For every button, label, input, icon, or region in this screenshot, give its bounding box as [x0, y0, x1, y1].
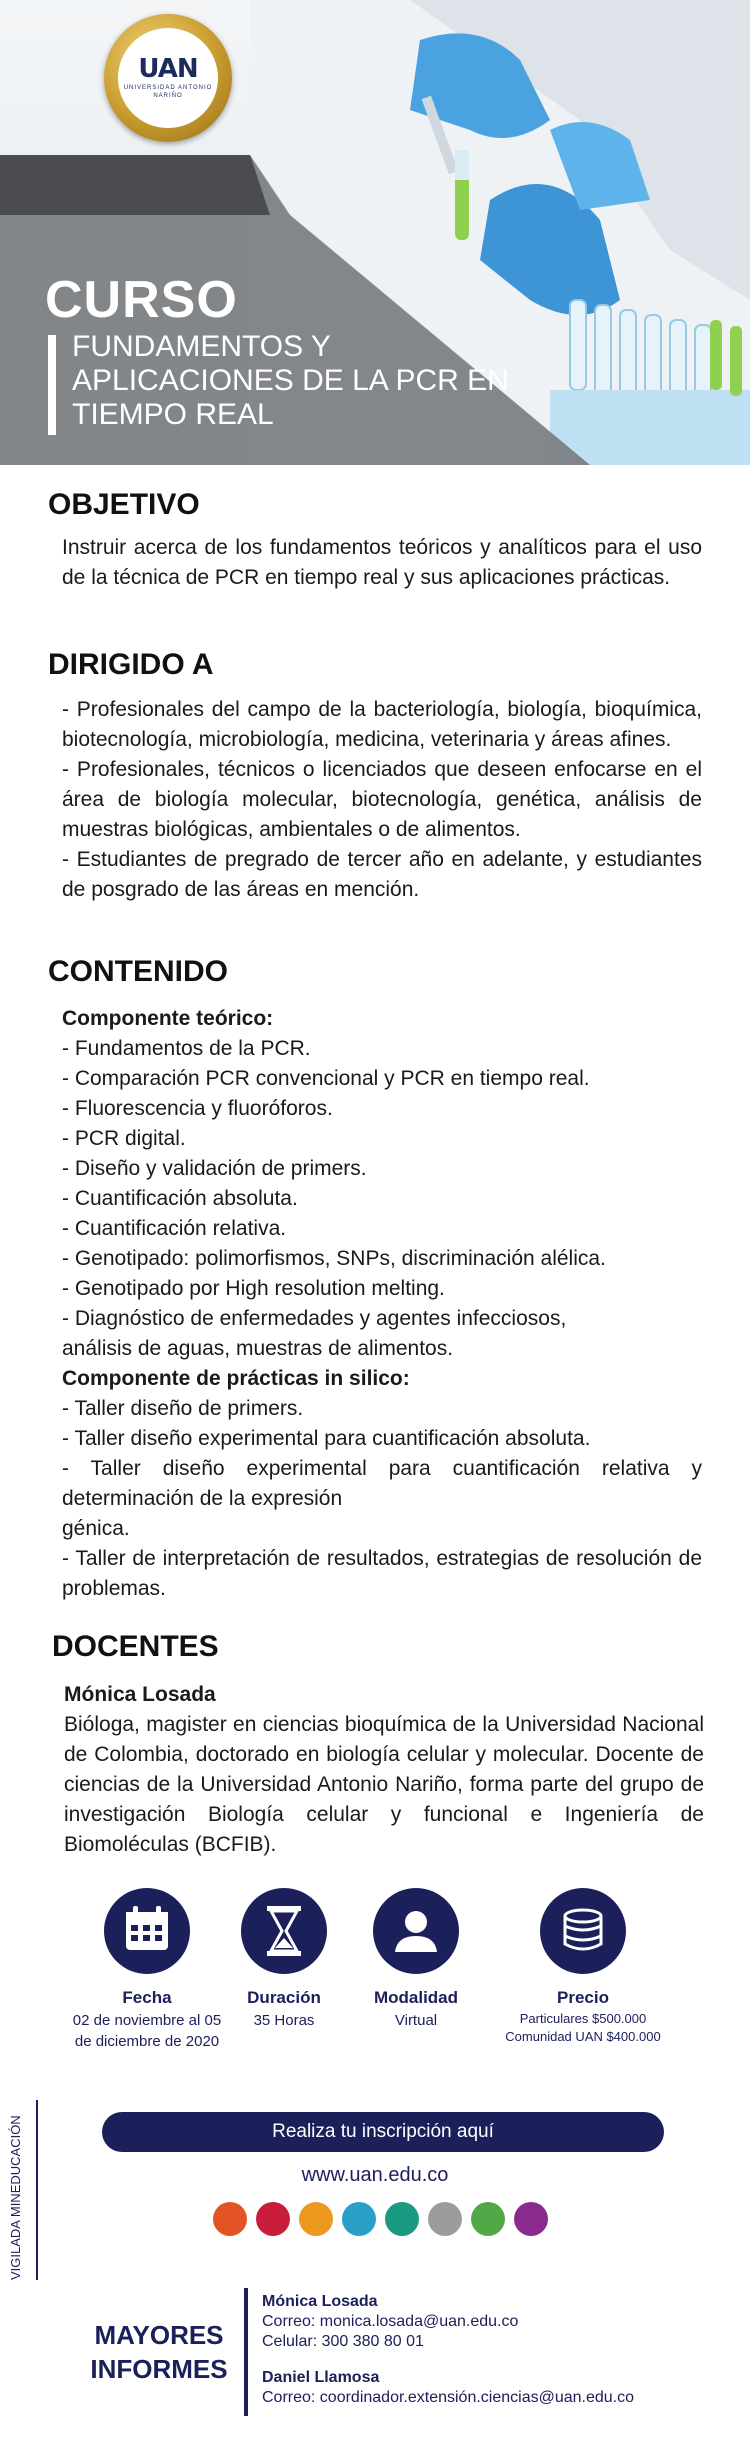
coins-icon [540, 1888, 626, 1974]
hourglass-icon [241, 1888, 327, 1974]
contenido-list [62, 1004, 702, 1604]
practicas-heading: Componente de prácticas in silico: [62, 1367, 410, 1390]
teorico-item: - Fundamentos de la PCR. [62, 1037, 311, 1060]
teorico-item: - Diagnóstico de enfermedades y agentes infecciosos, [62, 1307, 567, 1330]
color-dot [342, 2202, 376, 2236]
docentes-block [64, 1680, 704, 1860]
hero-banner [0, 0, 750, 465]
dirigido-section [48, 648, 214, 682]
contact-1 [262, 2292, 742, 2352]
practicas-item: génica. [62, 1517, 130, 1540]
teorico-item: - Genotipado: polimorfismos, SNPs, discriminación alélica. [62, 1247, 606, 1270]
teorico-item: - Fluorescencia y fluoróforos. [62, 1097, 333, 1120]
modalidad-value: Virtual [394, 2012, 438, 2029]
contact-1-phone[interactable]: Celular: 300 380 80 01 [262, 2333, 424, 2350]
contact-2-email[interactable]: Correo: coordinador.extensión.ciencias@uan.edu.co [262, 2389, 635, 2406]
fecha-value: 02 de noviembre al 05 de diciembre de 2020 [72, 2012, 222, 2050]
contact-1-email[interactable]: Correo: monica.losada@uan.edu.co [262, 2313, 519, 2330]
dirigido-item: - Estudiantes de pregrado de tercer año en adelante, y estudiantes de posgrado de las áreas en mención. [62, 848, 702, 901]
practicas-item: - Taller diseño de primers. [62, 1397, 304, 1420]
dirigido-item: - Profesionales del campo de la bacteriología, biología, bioquímica, biotecnología, microbiología, medicina, veterinaria y áreas afines. [62, 698, 702, 751]
objetivo-heading: OBJETIVO [48, 488, 200, 521]
teorico-item: - Cuantificación absoluta. [62, 1187, 298, 1210]
course-label: CURSO [45, 271, 238, 329]
color-dot [428, 2202, 462, 2236]
objetivo-text: Instruir acerca de los fundamentos teóricos y analíticos para el uso de la técnica de PCR en tiempo real y sus aplicaciones prácticas. [62, 536, 702, 589]
color-dot [213, 2202, 247, 2236]
vigilada-mineducacion: VIGILADA MINEDUCACIÓN [8, 2115, 23, 2280]
logo-inner [118, 28, 218, 128]
color-dot [471, 2202, 505, 2236]
dirigido-list [62, 695, 702, 905]
practicas-item: - Taller de interpretación de resultados, estrategias de resolución de problemas. [62, 1547, 702, 1600]
docentes-heading: DOCENTES [52, 1630, 219, 1663]
docentes-section [52, 1630, 219, 1664]
color-dot [514, 2202, 548, 2236]
register-button[interactable]: Realiza tu inscripción aquí [102, 2112, 664, 2152]
mayores-informes-heading: MAYORES INFORMES [90, 2320, 228, 2384]
calendar-icon-circle [104, 1888, 190, 1974]
logo-text: UAN [138, 54, 198, 84]
contact-1-name: Mónica Losada [262, 2293, 378, 2310]
precio-comunidad: Comunidad UAN $400.000 [505, 2029, 661, 2044]
teorico-item: - Comparación PCR convencional y PCR en tiempo real. [62, 1067, 590, 1090]
duracion-label: Duración [247, 1988, 321, 2007]
user-icon [373, 1888, 459, 1974]
teorico-item: - Genotipado por High resolution melting. [62, 1277, 445, 1300]
calendar-icon [104, 1888, 190, 1974]
hourglass-icon-circle [241, 1888, 327, 1974]
teorico-item: - Cuantificación relativa. [62, 1217, 287, 1240]
color-dot [385, 2202, 419, 2236]
contenido-section [48, 955, 228, 989]
website-link[interactable]: www.uan.edu.co [301, 2164, 449, 2186]
teorico-item: análisis de aguas, muestras de alimentos. [62, 1337, 454, 1360]
title-accent-bar [48, 335, 56, 435]
course-title: FUNDAMENTOS Y APLICACIONES DE LA PCR EN TIEMPO REAL [72, 330, 509, 431]
duracion-value: 35 Horas [253, 2012, 315, 2029]
precio-label: Precio [557, 1988, 609, 2007]
contact-divider [244, 2288, 248, 2416]
uan-logo[interactable] [104, 14, 232, 142]
teorico-item: - PCR digital. [62, 1127, 186, 1150]
dirigido-item: - Profesionales, técnicos o licenciados que deseen enfocarse en el área de biología molecular, biotecnología, genética, análisis de muestras biológicas, ambientales o de alimentos. [62, 758, 702, 841]
color-dot [256, 2202, 290, 2236]
precio-particulares: Particulares $500.000 [519, 2011, 647, 2026]
objetivo-section [48, 488, 200, 522]
logo-subtext: UNIVERSIDAD ANTONIO NARIÑO [123, 85, 213, 99]
color-dot [299, 2202, 333, 2236]
objetivo-text-block [62, 533, 702, 593]
vigilada-divider [36, 2100, 38, 2280]
contact-2-name: Daniel Llamosa [262, 2369, 380, 2386]
user-icon-circle [373, 1888, 459, 1974]
docente-name: Mónica Losada [64, 1683, 216, 1706]
contact-2 [262, 2368, 742, 2408]
coins-icon-circle [540, 1888, 626, 1974]
modalidad-label: Modalidad [373, 1988, 459, 2007]
fecha-label: Fecha [122, 1988, 172, 2007]
practicas-item: - Taller diseño experimental para cuantificación absoluta. [62, 1427, 591, 1450]
teorico-heading: Componente teórico: [62, 1007, 274, 1030]
dirigido-heading: DIRIGIDO A [48, 648, 214, 681]
docente-bio: Bióloga, magister en ciencias bioquímica de la Universidad Nacional de Colombia, doctorado en biología celular y molecular. Docente de ciencias de la Universidad Antonio Nariño, forma parte del grupo de investigación Biología celular y funcional e Ingeniería de Biomoléculas (BCFIB). [64, 1713, 704, 1856]
practicas-item: - Taller diseño experimental para cuantificación relativa y determinación de la expresión [62, 1457, 702, 1510]
contenido-heading: CONTENIDO [48, 955, 228, 988]
teorico-item: - Diseño y validación de primers. [62, 1157, 367, 1180]
